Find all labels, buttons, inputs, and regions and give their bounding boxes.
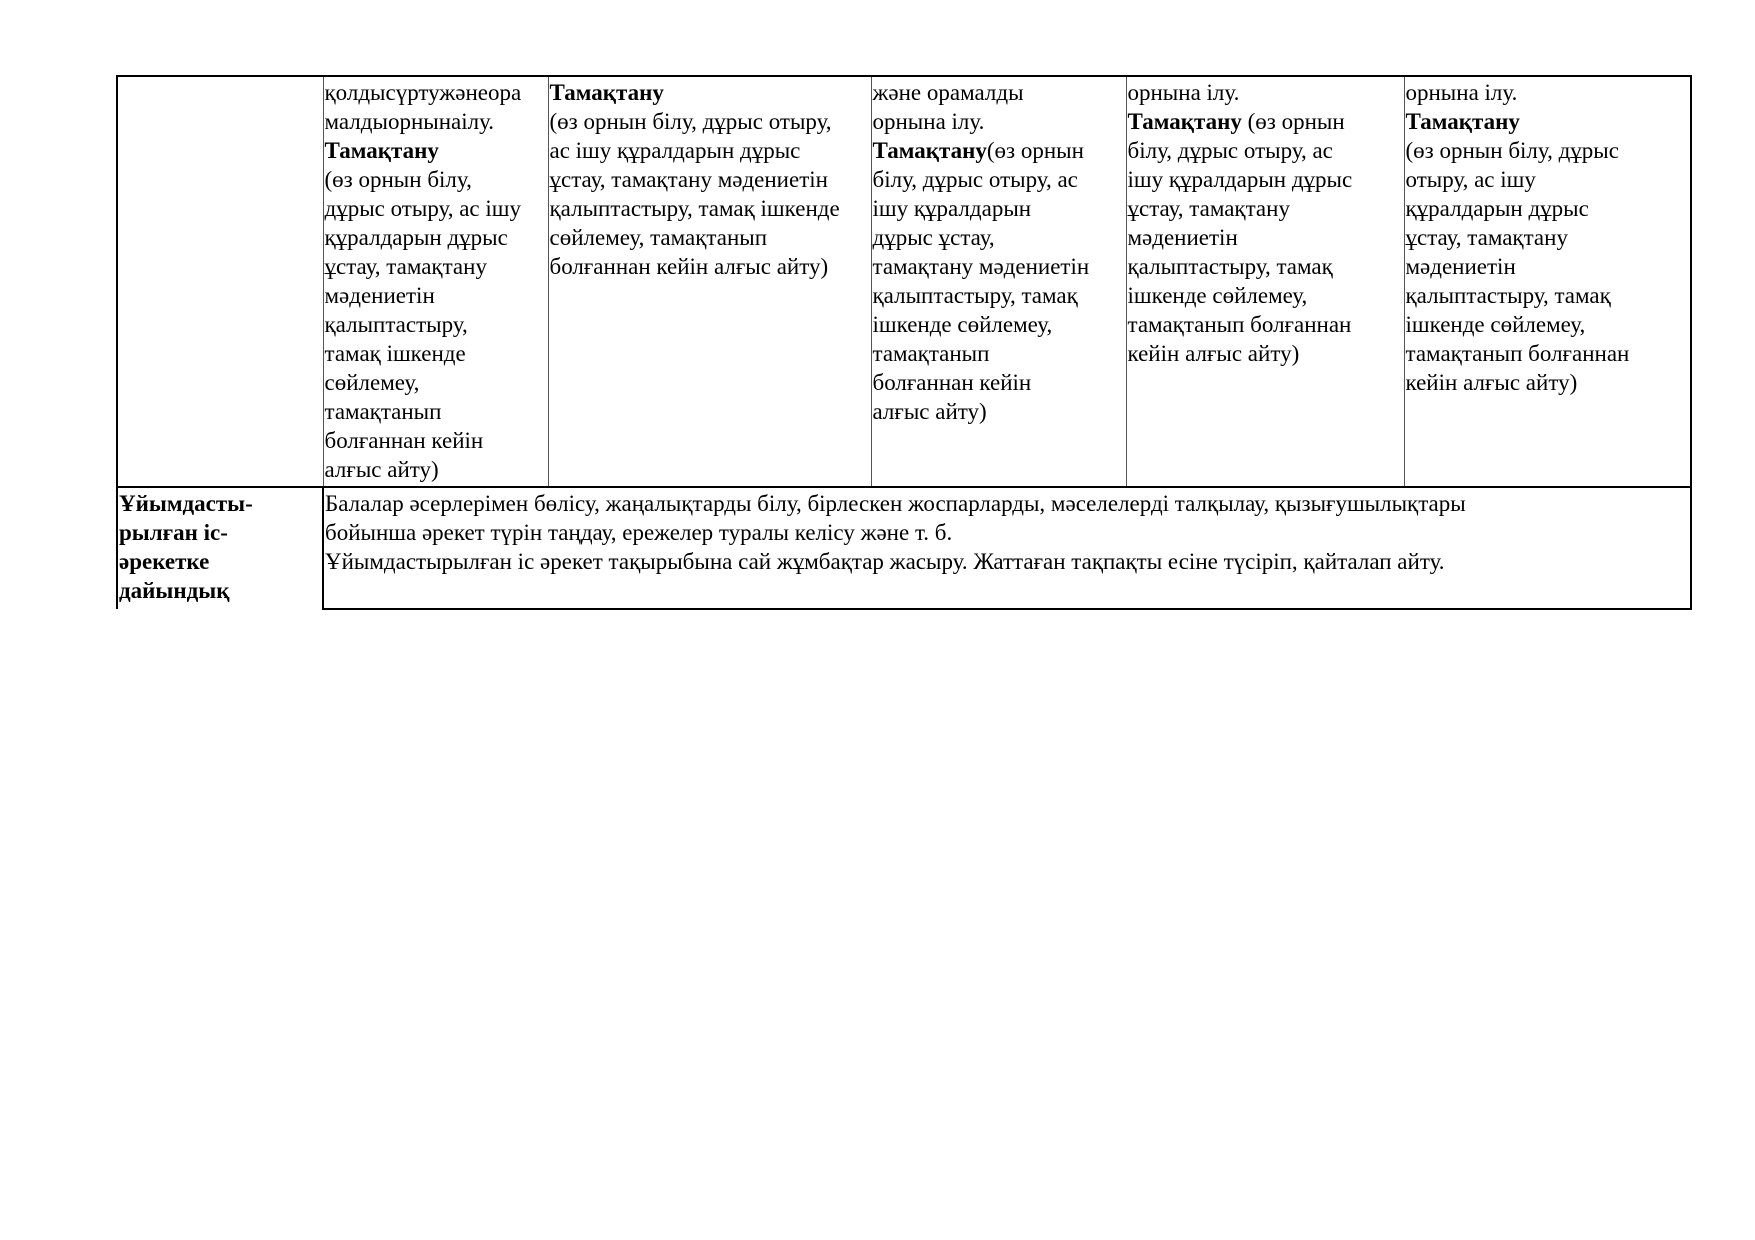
- row-label-line: дайындық: [119, 578, 230, 603]
- row-label-line: рылған іс-: [119, 520, 228, 545]
- cell-text-line: қалыптастыру, тамақ: [1405, 283, 1611, 308]
- day-cell-5: [1404, 76, 1691, 487]
- cell-text-line: тамақтанып: [872, 341, 990, 366]
- cell-text-line: болғаннан кейін: [324, 428, 484, 453]
- cell-text-line: қалыптастыру, тамақ: [872, 283, 1078, 308]
- row-label-line: әрекетке: [119, 549, 210, 574]
- day-cell-2: [548, 76, 871, 487]
- cell-text-line: қолдысүртужәнеора: [324, 80, 522, 105]
- cell-text-line: мәдениетін: [1405, 254, 1516, 279]
- cell-heading: Тамақтану: [1405, 109, 1520, 134]
- row-label-cell: [117, 487, 323, 609]
- cell-heading-tail: (өз орнын: [1241, 109, 1345, 134]
- cell-text-line: ұстау, тамақтану: [1405, 225, 1568, 250]
- cell-text-line: Ұйымдастырылған іс әрекет тақырыбына сай жұмбақтар жасыру. Жаттаған тақпақты есіне түсіріп, қайталап айту.: [325, 549, 1445, 574]
- cell-text-line: ішу құралдарын дұрыс: [1127, 167, 1353, 192]
- day-cell-1: [323, 76, 548, 487]
- cell-text-line: дұрыс отыру, ас ішу: [324, 196, 521, 221]
- cell-text-line: тамақтанып болғаннан: [1405, 341, 1630, 366]
- cell-text-line: ішу құралдарын: [872, 196, 1032, 221]
- cell-heading-line: [1128, 107, 1403, 136]
- cell-text-line: (өз орнын білу, дұрыс отыру,: [549, 109, 832, 134]
- daily-plan-table: [116, 75, 1692, 610]
- document-page: [116, 75, 1690, 610]
- cell-text-line: құралдарын дұрыс: [1405, 196, 1589, 221]
- preparation-text-cell: [323, 487, 1691, 609]
- cell-text-line: тамақ ішкенде: [324, 341, 466, 366]
- cell-text-line: ұстау, тамақтану: [324, 254, 487, 279]
- cell-text-line: ұстау, тамақтану мәдениетін: [549, 167, 828, 192]
- cell-text-line: мәдениетін: [1127, 225, 1238, 250]
- cell-heading: Тамақтану: [324, 138, 439, 163]
- cell-text-line: тамақтану мәдениетін: [872, 254, 1090, 279]
- cell-text-line: мәдениетін: [324, 283, 435, 308]
- day-cell-4: [1126, 76, 1404, 487]
- cell-text-line: ішкенде сөйлемеу,: [872, 312, 1053, 337]
- cell-text-line: білу, дұрыс отыру, ас: [872, 167, 1078, 192]
- cell-heading-tail: (өз орнын: [986, 138, 1084, 163]
- row-label-line: Ұйымдасты-: [119, 491, 253, 516]
- cell-text-line: тамақтанып: [324, 399, 442, 424]
- cell-text-line: орнына ілу.: [872, 109, 985, 134]
- cell-text-line: және орамалды: [872, 80, 1024, 105]
- cell-text-line: алғыс айту): [324, 457, 439, 482]
- cell-text-line: тамақтанып болғаннан: [1127, 312, 1352, 337]
- cell-text-line: ішкенде сөйлемеу,: [1127, 283, 1308, 308]
- cell-text-line: ұстау, тамақтану: [1127, 196, 1290, 221]
- cell-text-line: (өз орнын білу, дұрыс: [1405, 138, 1619, 163]
- cell-heading: Тамақтану: [1127, 109, 1242, 134]
- table-row-preparation: [117, 487, 1691, 609]
- cell-text-line: орнына ілу.: [1405, 80, 1518, 105]
- cell-text-line: сөйлемеу, тамақтанып: [549, 225, 768, 250]
- cell-text-line: Балалар әсерлерімен бөлісу, жаңалықтарды білу, бірлескен жоспарларды, мәселелерді талқылау, қызығушылықтары: [325, 491, 1466, 516]
- cell-text-line: ас ішу құралдарын дұрыс: [549, 138, 801, 163]
- cell-text-line: орнына ілу.: [1127, 80, 1240, 105]
- cell-heading: Тамақтану: [872, 138, 987, 163]
- cell-text-line: дұрыс ұстау,: [872, 225, 995, 250]
- cell-text-line: малдыорнынаілу.: [324, 109, 495, 134]
- cell-text-line: болғаннан кейін алғыс айту): [549, 254, 829, 279]
- table-row-meals: [117, 76, 1691, 487]
- cell-text-line: сөйлемеу,: [324, 370, 420, 395]
- cell-text-line: болғаннан кейін: [872, 370, 1032, 395]
- cell-text-line: құралдарын дұрыс: [324, 225, 508, 250]
- row-label-cell-empty: [117, 76, 323, 487]
- cell-text-line: білу, дұрыс отыру, ас: [1127, 138, 1333, 163]
- cell-text-line: қалыптастыру,: [324, 312, 468, 337]
- cell-heading-line: [873, 136, 1125, 165]
- cell-text-line: бойынша әрекет түрін таңдау, ережелер туралы келісу және т. б.: [325, 520, 953, 545]
- cell-text-line: қалыптастыру, тамақ ішкенде: [549, 196, 840, 221]
- cell-text-line: отыру, ас ішу: [1405, 167, 1536, 192]
- cell-text-line: (өз орнын білу,: [324, 167, 472, 192]
- day-cell-3: [871, 76, 1126, 487]
- cell-text-line: кейін алғыс айту): [1127, 341, 1300, 366]
- cell-text-line: ішкенде сөйлемеу,: [1405, 312, 1586, 337]
- cell-heading: Тамақтану: [549, 80, 664, 105]
- cell-text-line: алғыс айту): [872, 399, 987, 424]
- cell-text-line: қалыптастыру, тамақ: [1127, 254, 1333, 279]
- cell-text-line: кейін алғыс айту): [1405, 370, 1578, 395]
